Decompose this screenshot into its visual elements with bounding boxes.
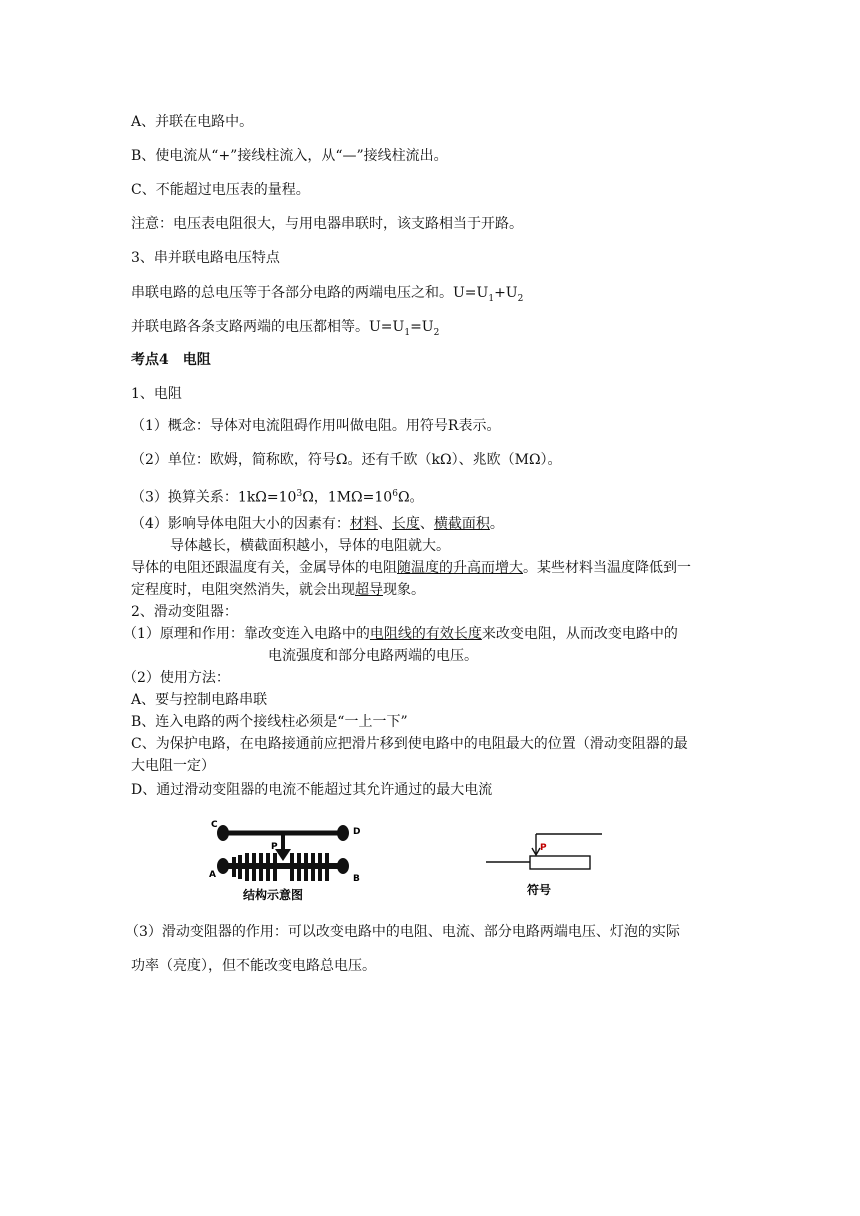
section-heading: 考点4 电阻 (131, 352, 211, 368)
text-line: 导体的电阻还跟温度有关，金属导体的电阻随温度的升高而增大。某些材料当温度降低到一 (131, 560, 691, 576)
text-line: 注意：电压表电阻很大，与用电器串联时，该支路相当于开路。 (131, 216, 523, 232)
text-line: 1、电阻 (131, 386, 182, 402)
text-line: 电流强度和部分电路两端的电压。 (268, 648, 478, 664)
terminal-a (217, 858, 229, 874)
figure-caption: 符号 (527, 883, 552, 897)
text-line: （2）单位：欧姆，简称欧，符号Ω。还有千欧（kΩ）、兆欧（MΩ）。 (131, 452, 562, 468)
figure-caption: 结构示意图 (243, 888, 304, 902)
text-line: D、通过滑动变阻器的电流不能超过其允许通过的最大电流 (131, 782, 493, 798)
text-line: 功率（亮度），但不能改变电路总电压。 (131, 958, 376, 974)
terminal-b (337, 858, 349, 874)
rheostat-structure-diagram (205, 815, 365, 905)
label-p: P (540, 843, 547, 853)
text-line: 大电阻一定） (131, 758, 215, 774)
text-line: （1）原理和作用：靠改变连入电路中的电阻线的有效长度来改变电阻，从而改变电路中的 (123, 626, 678, 642)
text-line: B、使电流从“+”接线柱流入，从“—”接线柱流出。 (131, 148, 448, 164)
text-line: A、并联在电路中。 (131, 114, 254, 130)
text-line: （2）使用方法： (123, 670, 230, 686)
terminal-c (217, 825, 229, 841)
text-line: C、为保护电路，在电路接通前应把滑片移到使电路中的电阻最大的位置（滑动变阻器的最 (131, 736, 688, 752)
resistor-box (530, 856, 590, 869)
text-line: （1）概念：导体对电流阻碍作用叫做电阻。用符号R表示。 (131, 418, 501, 434)
label-b: B (353, 874, 360, 884)
text-line: （3）滑动变阻器的作用：可以改变电路中的电阻、电流、部分电路两端电压、灯泡的实际 (125, 924, 680, 940)
text-line: A、要与控制电路串联 (131, 692, 268, 708)
text-line: 串联电路的总电压等于各部分电路的两端电压之和。$U=U_1+U_2$ (131, 285, 524, 304)
text-line: （3）换算关系：$1k\Omega=10^3\Omega$，$1M\Omega=10^6\Omega$。 (131, 489, 424, 506)
text-line: 2、滑动变阻器： (131, 604, 238, 620)
text-line: 定程度时，电阻突然消失，就会出现超导现象。 (131, 582, 425, 598)
text-line: 导体越长，横截面积越小，导体的电阻就大。 (170, 538, 450, 554)
label-c: C (211, 820, 218, 830)
text-line: C、不能超过电压表的量程。 (131, 182, 310, 198)
text-line: B、连入电路的两个接线柱必须是“一上一下” (131, 714, 408, 730)
label-d: D (353, 827, 361, 837)
rheostat-symbol-diagram (480, 828, 610, 900)
text-line: （4）影响导体电阻大小的因素有：材料、长度、横截面积。 (131, 516, 504, 532)
label-p: P (271, 842, 278, 852)
label-a: A (209, 870, 216, 880)
terminal-d (337, 825, 349, 841)
text-line: 并联电路各条支路两端的电压都相等。$U=U_1=U_2$ (131, 319, 440, 338)
text-line: 3、串并联电路电压特点 (131, 250, 280, 266)
